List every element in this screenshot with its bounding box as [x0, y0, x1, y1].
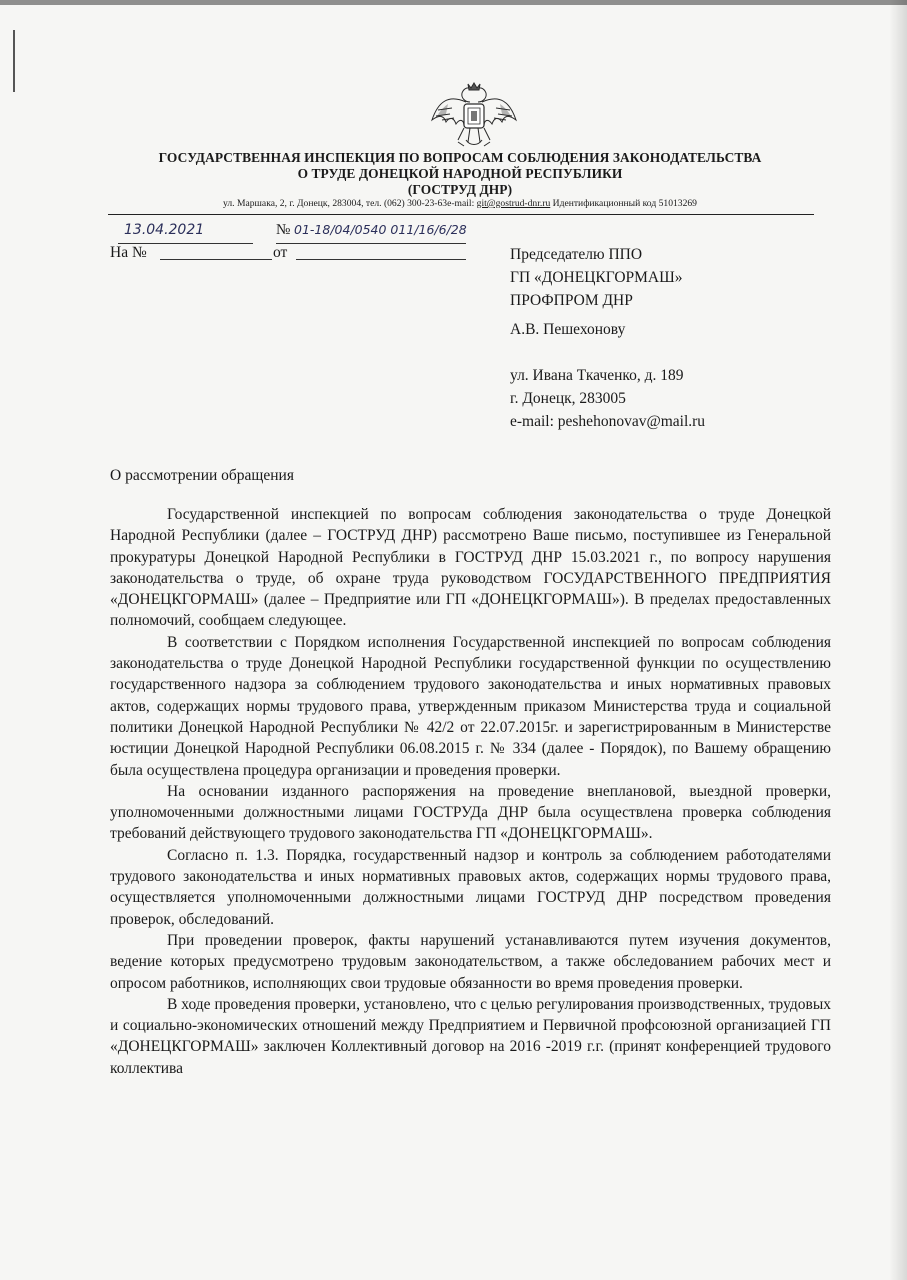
recipient-line1: Председателю ППО — [510, 246, 643, 263]
reference-date-label: от — [273, 244, 288, 261]
scan-margin-mark — [13, 30, 15, 92]
body-paragraph-6: В ходе проведения проверки, установлено, что с целью регулирования производственных, трудовых и социально-экономических отношений между Предприятием и Первичной профсоюзной организацией ГП «ДОНЕЦКГОРМАШ» заключен Коллективный договор на 2016 -2019 г.г. (принят конференцией трудового коллектива — [110, 995, 831, 1077]
body-paragraph-4: Согласно п. 1.3. Порядка, государственный надзор и контроль за соблюдением работодателями трудового законодательства и иных нормативных правовых актов, содержащих нормы трудового права, осуществляется уполномоченными должностными лицами ГОСТРУД ДНР посредством проведения проверок, обследований. — [110, 846, 831, 928]
registration-date-field — [118, 218, 253, 244]
recipient-name: А.В. Пешехонову — [510, 321, 626, 338]
letter-body — [110, 504, 831, 1079]
org-name-line1: ГОСУДАРСТВЕННАЯ ИНСПЕКЦИЯ ПО ВОПРОСАМ СОБЛЮДЕНИЯ ЗАКОНОДАТЕЛЬСТВА — [158, 150, 762, 165]
recipient-city: г. Донецк, 283005 — [510, 390, 626, 407]
address-suffix: Идентификационный код 51013269 — [550, 198, 697, 209]
recipient-position — [510, 243, 683, 312]
registration-number-handwritten: 01-18/04/0540 011/16/6/28 — [294, 222, 467, 237]
recipient-line3: ПРОФПРОМ ДНР — [510, 292, 633, 309]
letter-subject: О рассмотрении обращения — [110, 467, 294, 484]
scan-right-shadow — [889, 0, 907, 1280]
reference-number-label: На № — [110, 244, 147, 261]
registration-number-field — [276, 218, 466, 244]
registration-date-handwritten: 13.04.2021 — [124, 222, 205, 238]
recipient-street: ул. Ивана Ткаченко, д. 189 — [510, 367, 684, 384]
reference-date-blank — [296, 259, 466, 260]
registration-number-label: № — [276, 222, 291, 238]
address-prefix: ул. Маршака, 2, г. Донецк, 283004, тел. (062) 300-23-63e-mail: — [223, 198, 477, 209]
recipient-email: e-mail: peshehonovav@mail.ru — [510, 413, 706, 430]
recipient-line2: ГП «ДОНЕЦКГОРМАШ» — [510, 269, 683, 286]
coat-of-arms-eagle-icon — [428, 80, 520, 150]
reference-number-blank — [160, 259, 272, 260]
body-paragraph-2: В соответствии с Порядком исполнения Государственной инспекцией по вопросам соблюдения законодательства о труде Донецкой Народной Республики государственной функции по осуществлению государственного надзора за соблюдением трудового законодательства и иных нормативных правовых актов, содержащих нормы трудового права, утвержденным приказом Министерства труда и социальной политики Донецкой Народной Республики № 42/2 от 22.07.2015г. и зарегистрированным в Министерстве юстиции Донецкой Народной Республики 06.08.2015 г. № 334 (далее - Порядок), по Вашему обращению была осуществлена процедура организации и проведения проверки. — [110, 633, 831, 779]
org-name-line2: О ТРУДЕ ДОНЕЦКОЙ НАРОДНОЙ РЕСПУБЛИКИ — [297, 166, 623, 181]
scan-top-edge — [0, 0, 907, 5]
body-paragraph-1: Государственной инспекцией по вопросам соблюдения законодательства о труде Донецкой Народной Республики (далее – ГОСТРУД ДНР) рассмотрено Ваше письмо, поступившее из Генеральной прокуратуры Донецкой Народной Республики в ГОСТРУД ДНР 15.03.2021 г., по вопросу нарушения законодательства о труде, об охране труда руководством ГОСУДАРСТВЕННОГО ПРЕДПРИЯТИЯ «ДОНЕЦКГОРМАШ» (далее – Предприятие или ГП «ДОНЕЦКГОРМАШ»). В пределах предоставленных полномочий, сообщаем следующее. — [110, 506, 831, 630]
org-email-link[interactable]: git@gostrud-dnr.ru — [476, 198, 551, 209]
org-name-abbrev: (ГОСТРУД ДНР) — [407, 182, 513, 197]
body-paragraph-5: При проведении проверок, факты нарушений устанавливаются путем изучения документов, ведение которых предусмотрено трудовым законодательством, а также обследованием рабочих мест и опросом работников, исполняющих свои трудовые обязанности во время проведения проверки. — [110, 931, 831, 992]
org-address — [110, 198, 810, 210]
header-divider — [108, 214, 814, 215]
recipient-address — [510, 364, 705, 433]
body-paragraph-3: На основании изданного распоряжения на проведение внеплановой, выездной проверки, уполномоченными должностными лицами ГОСТРУДа ДНР была осуществлена проверка соблюдения требований действующего трудового законодательства ГП «ДОНЕЦКГОРМАШ». — [110, 782, 831, 843]
